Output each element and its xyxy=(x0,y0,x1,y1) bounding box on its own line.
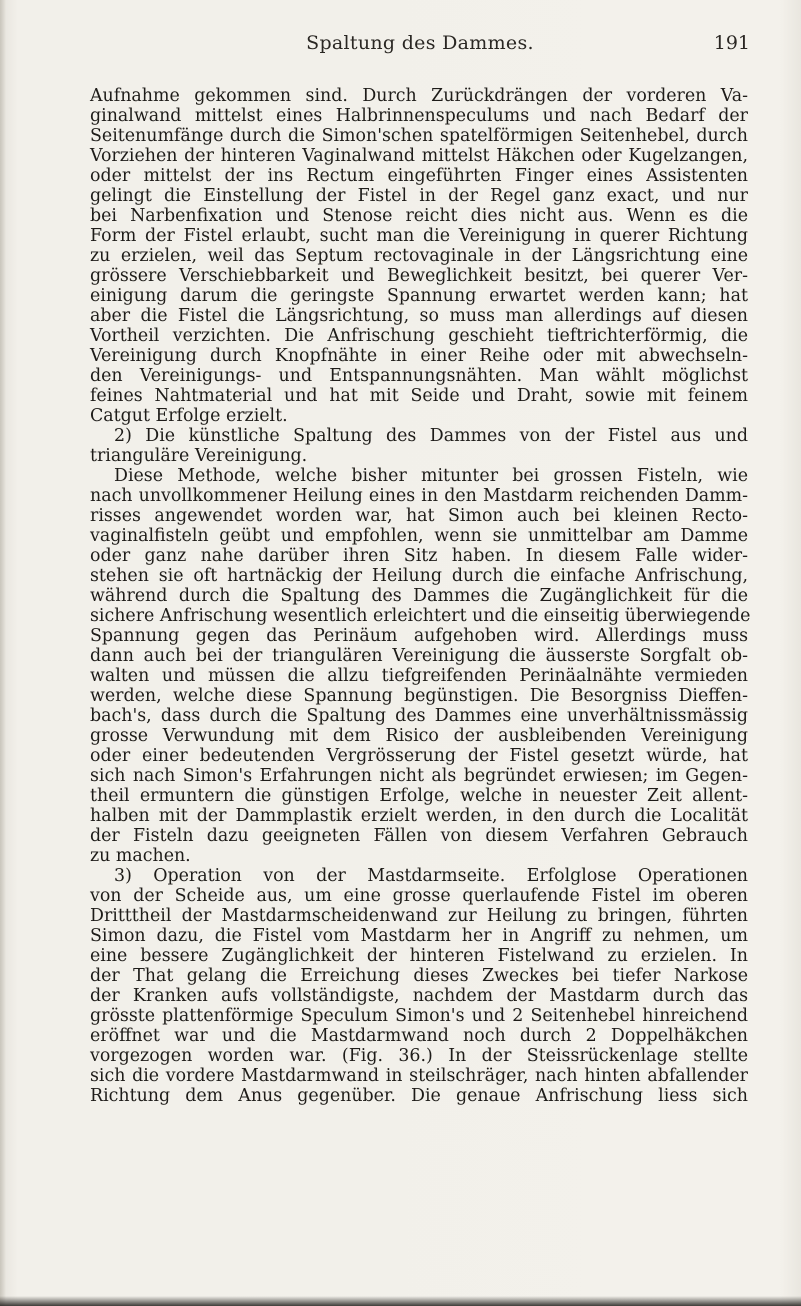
text-line: eine bessere Zugänglichkeit der hinteren Fistelwand zu erzielen. In xyxy=(90,946,748,966)
text-line: sich die vordere Mastdarmwand in steilschräger, nach hinten abfallender xyxy=(90,1066,748,1086)
text-line: oder ganz nahe darüber ihren Sitz haben. In diesem Falle wider- xyxy=(90,546,748,566)
text-line: halben mit der Dammplastik erzielt werden, in den durch die Localität xyxy=(90,806,748,826)
text-line: bei Narbenfixation und Stenose reicht dies nicht aus. Wenn es die xyxy=(90,206,748,226)
text-line: ginalwand mittelst eines Halbrinnenspeculums und nach Bedarf der xyxy=(90,106,748,126)
text-line: der Kranken aufs vollständigste, nachdem der Mastdarm durch das xyxy=(90,986,748,1006)
text-line: vorgezogen worden war. (Fig. 36.) In der Steissrückenlage stellte xyxy=(90,1046,748,1066)
text-line: Seitenumfänge durch die Simon'schen spatelförmigen Seitenhebel, durch xyxy=(90,126,748,146)
text-line: theil ermuntern die günstigen Erfolge, welche in neuester Zeit allent- xyxy=(90,786,748,806)
running-title: Spaltung des Dammes. xyxy=(306,32,534,54)
bottom-edge-shadow xyxy=(0,1296,801,1306)
page-number: 191 xyxy=(713,32,750,54)
text-line: Aufnahme gekommen sind. Durch Zurückdrängen der vorderen Va- xyxy=(90,86,748,106)
text-line: grössere Verschiebbarkeit und Beweglichkeit besitzt, bei querer Ver- xyxy=(90,266,748,286)
text-line: gelingt die Einstellung der Fistel in der Regel ganz exact, und nur xyxy=(90,186,748,206)
text-line: Dritttheil der Mastdarmscheidenwand zur Heilung zu bringen, führten xyxy=(90,906,748,926)
text-line: den Vereinigungs- und Entspannungsnähten. Man wählt möglichst xyxy=(90,366,748,386)
text-line: risses angewendet worden war, hat Simon auch bei kleinen Recto- xyxy=(90,506,748,526)
text-line: der That gelang die Erreichung dieses Zweckes bei tiefer Narkose xyxy=(90,966,748,986)
text-line: nach unvollkommener Heilung eines in den Mastdarm reichenden Damm- xyxy=(90,486,748,506)
text-line: Vortheil verzichten. Die Anfrischung geschieht tieftrichterförmig, die xyxy=(90,326,748,346)
text-line: sich nach Simon's Erfahrungen nicht als begründet erwiesen; im Gegen- xyxy=(90,766,748,786)
text-line: während durch die Spaltung des Dammes die Zugänglichkeit für die xyxy=(90,586,748,606)
text-line: dann auch bei der triangulären Vereinigung die äusserste Sorgfalt ob- xyxy=(90,646,748,666)
text-line: walten und müssen die allzu tiefgreifenden Perinäalnähte vermieden xyxy=(90,666,748,686)
body-text xyxy=(90,86,751,1106)
text-line: sichere Anfrischung wesentlich erleichtert und die einseitig überwiegende xyxy=(90,606,751,626)
text-line: vaginalfisteln geübt und empfohlen, wenn sie unmittelbar am Damme xyxy=(90,526,748,546)
text-line: feines Nahtmaterial und hat mit Seide und Draht, sowie mit feinem xyxy=(90,386,748,406)
text-line: stehen sie oft hartnäckig der Heilung durch die einfache Anfrischung, xyxy=(90,566,748,586)
text-line: der Fisteln dazu geeigneten Fällen von diesem Verfahren Gebrauch xyxy=(90,826,748,846)
text-line: Vereinigung durch Knopfnähte in einer Reihe oder mit abwechseln- xyxy=(90,346,748,366)
text-line: von der Scheide aus, um eine grosse querlaufende Fistel im oberen xyxy=(90,886,748,906)
text-line: Form der Fistel erlaubt, sucht man die Vereinigung in querer Richtung xyxy=(90,226,748,246)
text-line: werden, welche diese Spannung begünstigen. Die Besorgniss Dieffen- xyxy=(90,686,748,706)
text-line: zu erzielen, weil das Septum rectovaginale in der Längsrichtung eine xyxy=(90,246,748,266)
text-line: Diese Methode, welche bisher mitunter bei grossen Fisteln, wie xyxy=(114,466,748,486)
text-line: grösste plattenförmige Speculum Simon's und 2 Seitenhebel hinreichend xyxy=(90,1006,748,1026)
page-gutter-shadow xyxy=(0,0,6,1306)
page-header xyxy=(90,32,750,62)
text-line: grosse Verwundung mit dem Risico der ausbleibenden Vereinigung xyxy=(90,726,748,746)
text-line: Catgut Erfolge erzielt. xyxy=(90,406,288,426)
text-line: Spannung gegen das Perinäum aufgehoben wird. Allerdings muss xyxy=(90,626,748,646)
text-line: trianguläre Vereinigung. xyxy=(90,446,308,466)
text-line: Simon dazu, die Fistel vom Mastdarm her in Angriff zu nehmen, um xyxy=(90,926,748,946)
text-line: 3) Operation von der Mastdarmseite. Erfolglose Operationen xyxy=(114,866,748,886)
text-line: eröffnet war und die Mastdarmwand noch durch 2 Doppelhäkchen xyxy=(90,1026,748,1046)
text-line: aber die Fistel die Längsrichtung, so muss man allerdings auf diesen xyxy=(90,306,748,326)
text-line: oder einer bedeutenden Vergrösserung der Fistel gesetzt würde, hat xyxy=(90,746,748,766)
text-line: Richtung dem Anus gegenüber. Die genaue Anfrischung liess sich xyxy=(90,1086,748,1106)
text-line: bach's, dass durch die Spaltung des Dammes eine unverhältnissmässig xyxy=(90,706,748,726)
text-line: einigung darum die geringste Spannung erwartet werden kann; hat xyxy=(90,286,748,306)
text-line: zu machen. xyxy=(90,846,191,866)
text-line: 2) Die künstliche Spaltung des Dammes von der Fistel aus und xyxy=(114,426,748,446)
text-line: oder mittelst der ins Rectum eingeführten Finger eines Assistenten xyxy=(90,166,748,186)
text-line: Vorziehen der hinteren Vaginalwand mittelst Häkchen oder Kugelzangen, xyxy=(90,146,748,166)
